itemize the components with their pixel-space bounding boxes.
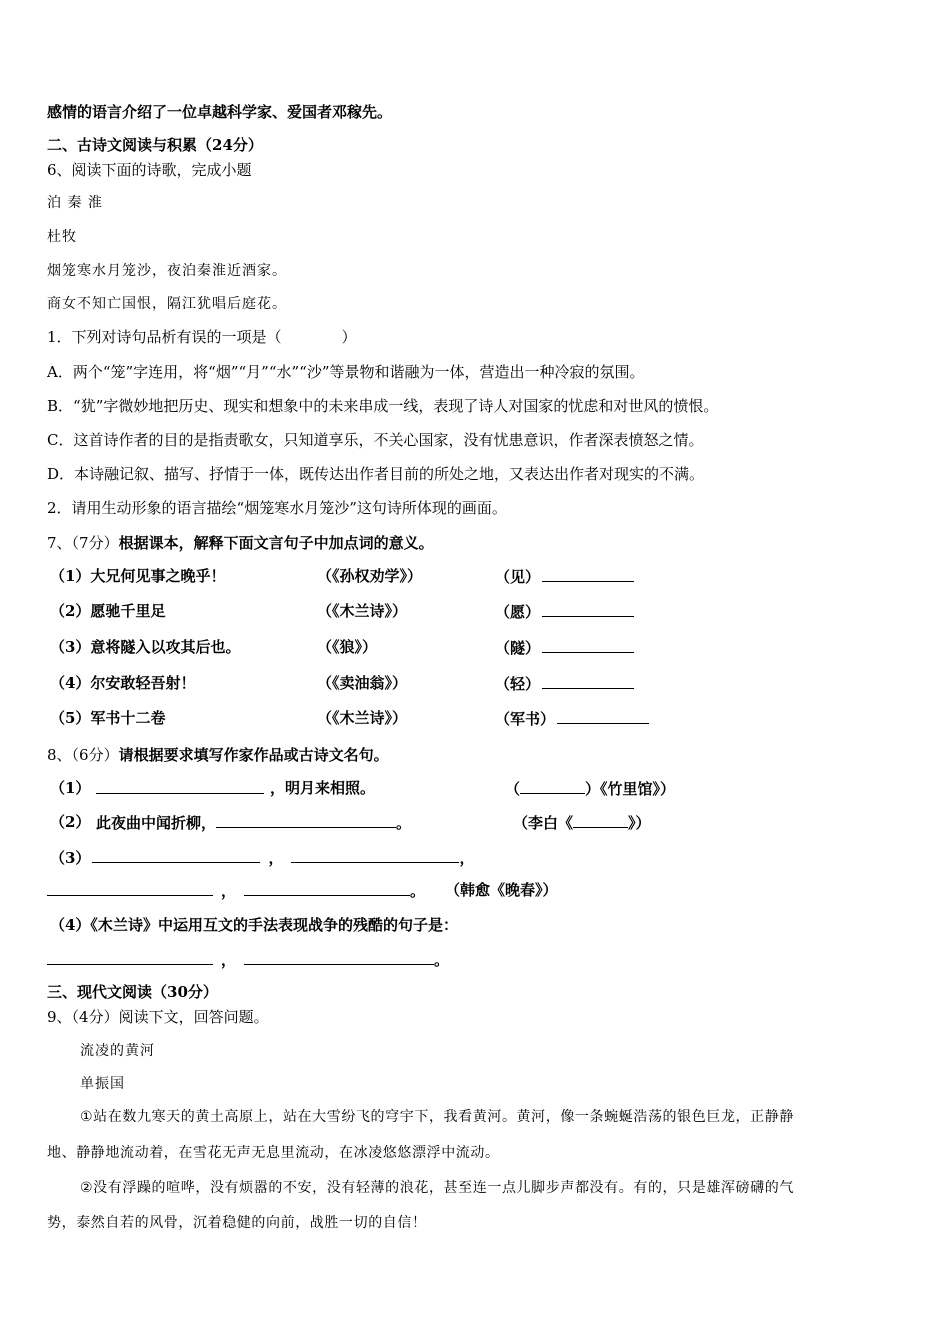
q8-item-4: （4）《木兰诗》中运用互文的手法表现战争的残酷的句子是： [50, 916, 458, 934]
q8-item-3-source: （韩愈《晚春》） [445, 881, 558, 899]
option-a: A．两个“笼”字连用，将“烟”“月”“水”“沙”等景物和谐融为一体，营造出一种冷寂的氛围。 [47, 363, 645, 381]
answer-blank[interactable] [47, 949, 213, 965]
q7-row-4-sentence: （4）尔安敢轻吾射！ [50, 674, 196, 692]
q7-row-3-sentence: （3）意将隧入以攻其后也。 [50, 638, 241, 656]
q7-row-5-sentence: （5）军书十二卷 [50, 709, 166, 727]
question-7-number: 7、（7分） [47, 534, 119, 552]
intro-line: 感情的语言介绍了一位卓越科学家、爱国者邓稼先。 [47, 103, 393, 121]
option-c: C．这首诗作者的目的是指责歌女，只知道享乐，不关心国家，没有忧患意识，作者深表愤怒之情。 [47, 431, 704, 449]
answer-blank[interactable] [542, 673, 634, 689]
answer-blank[interactable] [542, 601, 634, 617]
answer-blank[interactable] [216, 812, 396, 828]
paragraph-1-line-1: ①站在数九寒天的黄土高原上，站在大雪纷飞的穹宇下，我看黄河。黄河，像一条蜿蜒浩荡的银色巨龙，正静静 [80, 1109, 794, 1125]
q8-item-3-line-1: （3） ， ， [50, 849, 475, 867]
paragraph-2-line-2: 势，泰然自若的风骨，沉着稳健的向前，战胜一切的自信！ [47, 1215, 427, 1231]
question-9-prompt: 9、（4分）阅读下文，回答问题。 [47, 1008, 269, 1026]
q8-item-1-blank-wrap [96, 778, 264, 799]
question-7-prompt: 根据课本，解释下面文言句子中加点词的意义。 [118, 534, 434, 552]
q7-row-2-word: （愿） [495, 601, 634, 622]
poem-line-2: 商女不知亡国恨，隔江犹唱后庭花。 [47, 296, 287, 312]
q7-row-4-word: （轻） [495, 673, 634, 694]
q7-row-5-source: （《木兰诗》） [317, 709, 408, 727]
answer-blank[interactable] [244, 949, 434, 965]
answer-blank[interactable] [92, 847, 260, 863]
section-2-heading: 二、古诗文阅读与积累（24分） [47, 136, 263, 154]
q8-item-2-source: （李白《 》） [513, 814, 651, 832]
q8-item-3-line-2: ， 。 [47, 880, 425, 901]
answer-blank[interactable] [542, 566, 634, 582]
q7-row-1-word: （见） [495, 566, 634, 587]
poem-line-1: 烟笼寒水月笼沙，夜泊秦淮近酒家。 [47, 263, 287, 279]
answer-blank[interactable] [557, 708, 649, 724]
poem-title: 泊 秦 淮 [47, 195, 103, 211]
article-title: 流凌的黄河 [80, 1043, 155, 1059]
answer-blank[interactable] [520, 778, 585, 794]
q7-row-2-sentence: （2）愿驰千里足 [50, 602, 166, 620]
q7-row-5-word: （军书） [495, 708, 649, 729]
question-8-prompt: 请根据要求填写作家作品或古诗文名句。 [118, 746, 389, 764]
answer-blank[interactable] [542, 637, 634, 653]
answer-blank[interactable] [244, 880, 410, 896]
q7-row-1-sentence: （1）大兄何见事之晚乎！ [50, 567, 226, 585]
q8-item-1-source: （ ）《竹里馆》） [505, 780, 676, 798]
article-author: 单振国 [80, 1076, 125, 1092]
q7-row-3-word: （隧） [495, 637, 634, 658]
paragraph-1-line-2: 地、静静地流动着，在雪花无声无息里流动，在冰凌悠悠漂浮中流动。 [47, 1145, 500, 1161]
q7-row-2-source: （《木兰诗》） [317, 602, 408, 620]
question-6-sub-1: 1．下列对诗句品析有误的一项是（ ） [47, 328, 357, 346]
option-b: B．“犹”字微妙地把历史、现实和想象中的未来串成一线，表现了诗人对国家的忧虑和对世风的愤恨。 [47, 397, 719, 415]
question-8-number: 8、（6分） [47, 746, 119, 764]
q7-row-3-source: （《狼》） [317, 638, 378, 656]
question-8-header [47, 745, 389, 765]
q8-item-2-text: 此夜曲中闻折柳， 。 [96, 814, 412, 832]
q8-item-1-text: ，明月来相照。 [270, 779, 376, 797]
section-3-heading: 三、现代文阅读（30分） [47, 983, 218, 1001]
answer-blank[interactable] [573, 812, 628, 828]
q7-row-1-source: （《孙权劝学》） [317, 567, 423, 585]
q7-row-4-source: （《卖油翁》） [317, 674, 408, 692]
answer-blank[interactable] [96, 778, 264, 794]
paragraph-2-line-1: ②没有浮躁的喧哗，没有烦嚣的不安，没有轻薄的浪花，甚至连一点儿脚步声都没有。有的，只是雄浑磅礴的气 [80, 1180, 794, 1196]
answer-blank[interactable] [47, 880, 213, 896]
poem-author: 杜牧 [47, 229, 77, 245]
question-6-sub-2: 2．请用生动形象的语言描绘“烟笼寒水月笼沙”这句诗所体现的画面。 [47, 499, 507, 517]
option-d: D．本诗融记叙、描写、抒情于一体，既传达出作者目前的所处之地，又表达出作者对现实的不满。 [47, 465, 705, 483]
question-6-prompt: 6、阅读下面的诗歌，完成小题 [47, 161, 252, 179]
q8-item-2-label: （2） [50, 813, 91, 831]
question-7-header [47, 533, 434, 553]
q8-item-1-label: （1） [50, 779, 91, 797]
answer-blank[interactable] [291, 847, 459, 863]
q8-item-4-answer: ， 。 [47, 949, 449, 970]
